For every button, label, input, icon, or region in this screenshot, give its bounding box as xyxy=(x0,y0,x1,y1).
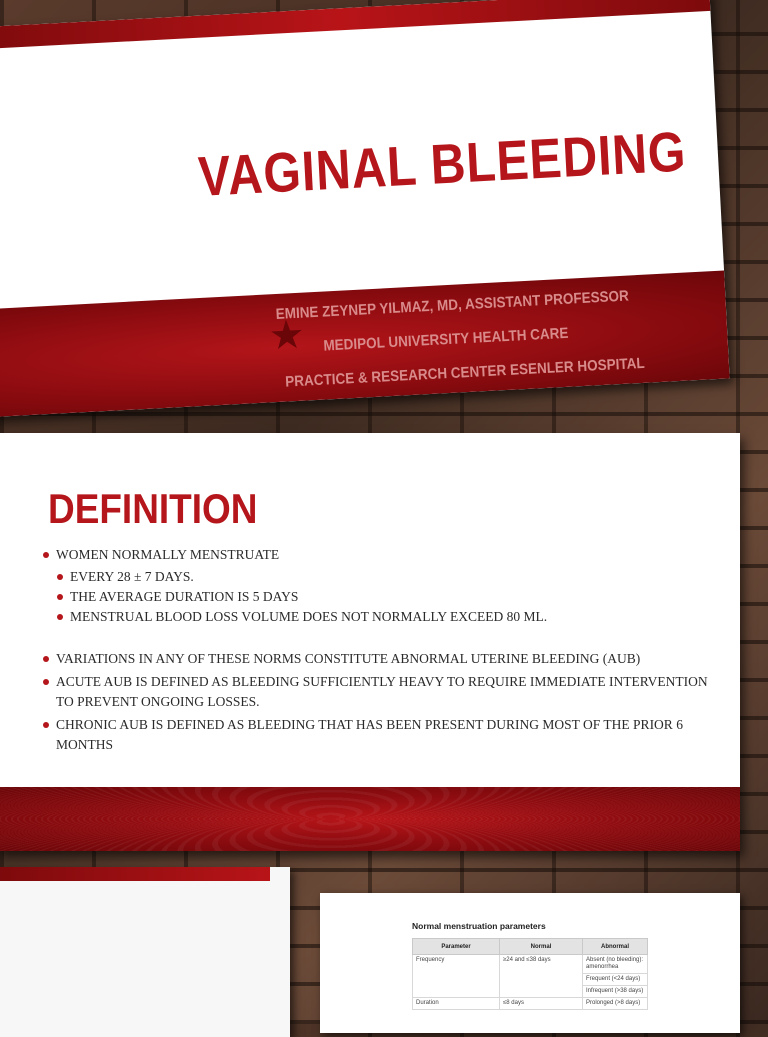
bullet-chronic-aub: CHRONIC AUB IS DEFINED AS BLEEDING THAT HAS BEEN PRESENT DURING MOST OF THE PRIOR 6 MONTHS xyxy=(42,715,712,755)
bullet-acute-aub: ACUTE AUB IS DEFINED AS BLEEDING SUFFICIENTLY HEAVY TO REQUIRE IMMEDIATE INTERVENTION TO PREVENT ONGOING LOSSES. xyxy=(42,672,712,712)
table-cell: Absent (no bleeding): amenorrhea xyxy=(583,955,648,974)
sub-bullet-duration: THE AVERAGE DURATION IS 5 DAYS xyxy=(56,587,712,607)
table-cell: Infrequent (>38 days) xyxy=(583,986,648,998)
definition-list xyxy=(42,545,712,758)
menstruation-parameters-table xyxy=(412,938,648,1010)
table-cell: ≥24 and ≤38 days xyxy=(500,955,583,998)
definition-slide-band xyxy=(0,787,740,851)
next-slide-top-band xyxy=(0,867,270,881)
table-cell: ≤8 days xyxy=(500,998,583,1010)
table-header: Normal xyxy=(500,939,583,955)
star-icon: ★ xyxy=(267,312,306,359)
sub-bullet-cycle-length: EVERY 28 ± 7 DAYS. xyxy=(56,567,712,587)
table-row xyxy=(413,998,648,1010)
bullet-normal-menstruation: WOMEN NORMALLY MENSTRUATE xyxy=(42,545,712,565)
sub-bullet-blood-loss: MENSTRUAL BLOOD LOSS VOLUME DOES NOT NORMALLY EXCEED 80 ML. xyxy=(56,607,712,627)
table-cell: Prolonged (>8 days) xyxy=(583,998,648,1010)
next-slide-left xyxy=(0,867,290,1037)
bullet-aub-definition: VARIATIONS IN ANY OF THESE NORMS CONSTITUTE ABNORMAL UTERINE BLEEDING (AUB) xyxy=(42,649,712,669)
table-cell: Frequency xyxy=(413,955,500,998)
institution-line-1: MEDIPOL UNIVERSITY HEALTH CARE xyxy=(323,324,569,355)
definition-title: DEFINITION xyxy=(48,485,258,532)
table-header: Abnormal xyxy=(583,939,648,955)
title-slide-top-band xyxy=(0,0,710,50)
title-slide xyxy=(0,0,730,417)
table-cell: Frequent (<24 days) xyxy=(583,974,648,986)
table-row xyxy=(413,955,648,974)
table-cell: Duration xyxy=(413,998,500,1010)
author-name: EMINE ZEYNEP YILMAZ, MD, ASSISTANT PROFESSOR xyxy=(275,287,630,324)
title-slide-author-band xyxy=(0,271,730,418)
table-header: Parameter xyxy=(413,939,500,955)
definition-slide xyxy=(0,433,740,851)
menstruation-table-slide xyxy=(320,893,740,1033)
presentation-title: VAGINAL BLEEDING xyxy=(196,119,688,208)
table-title: Normal menstruation parameters xyxy=(412,921,546,931)
institution-line-2: PRACTICE & RESEARCH CENTER ESENLER HOSPITAL xyxy=(284,354,646,391)
